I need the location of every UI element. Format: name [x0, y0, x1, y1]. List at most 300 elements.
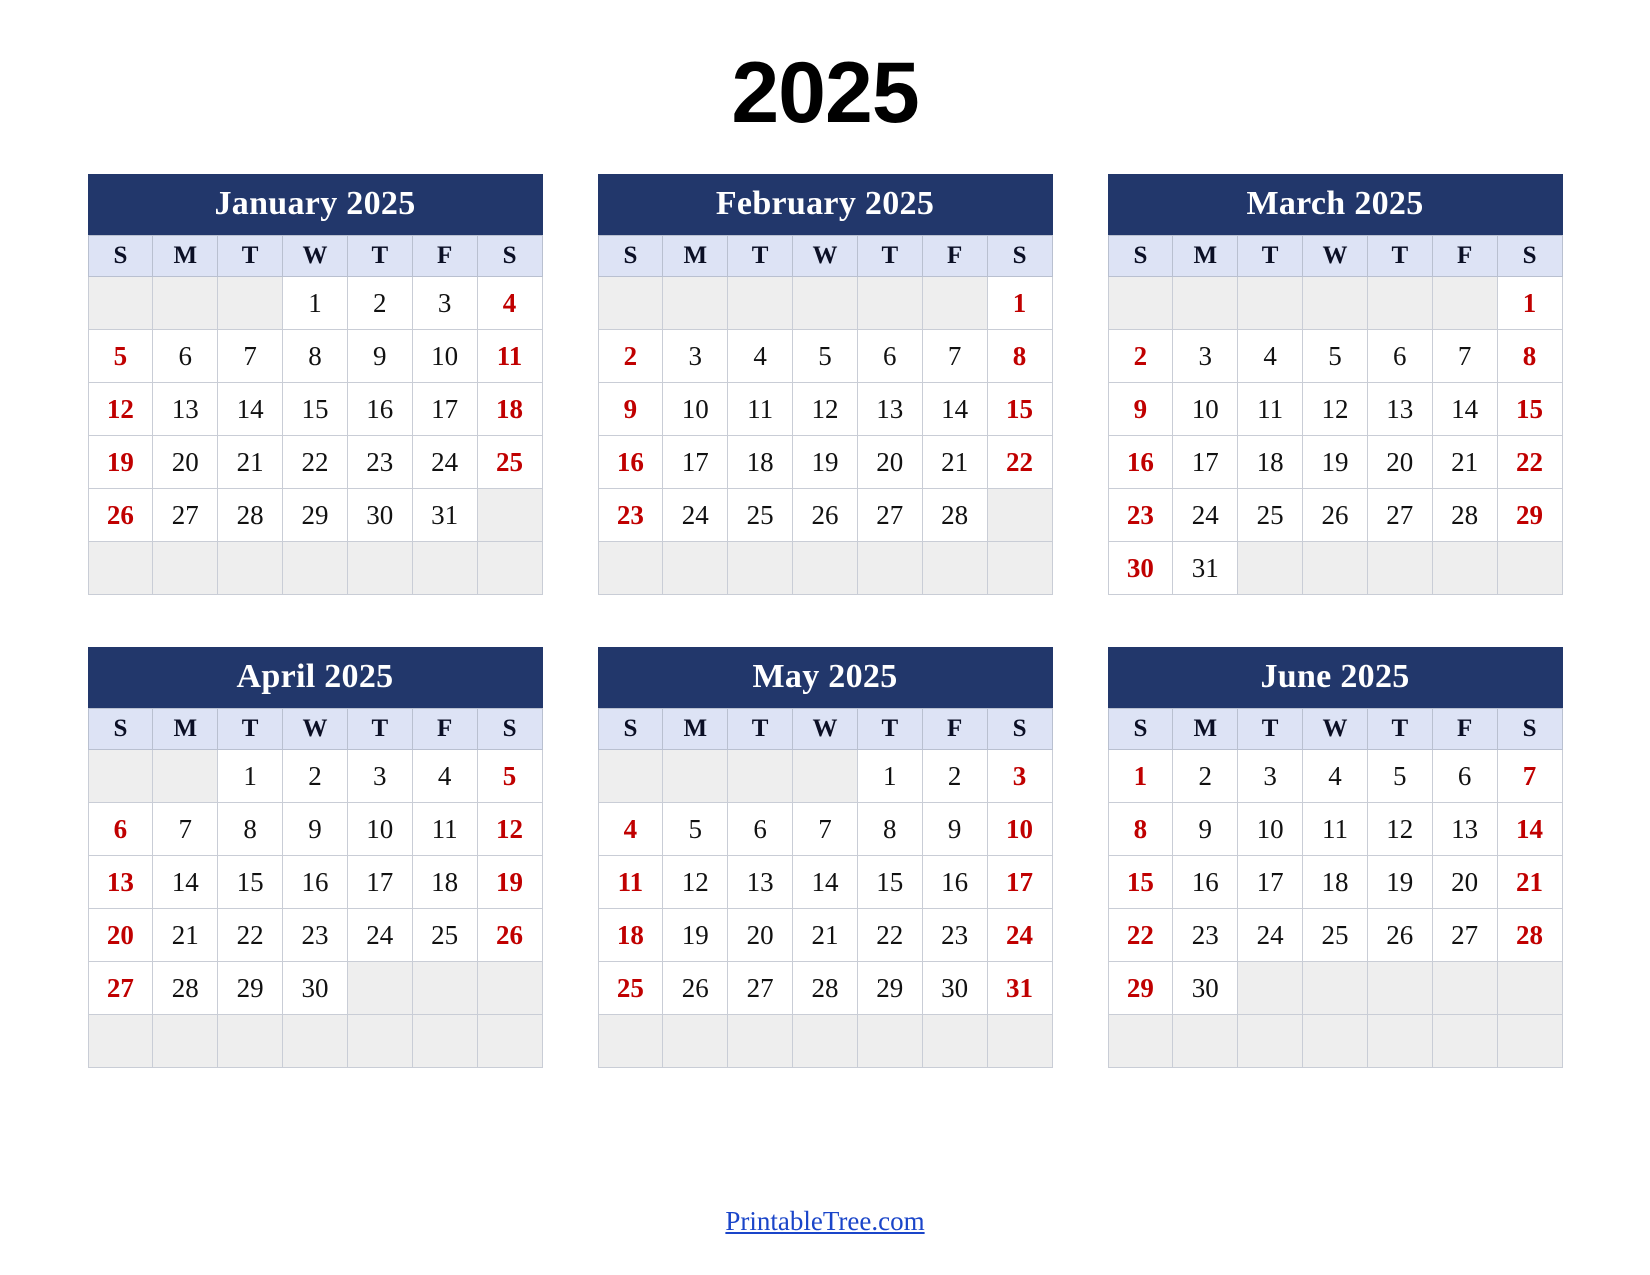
weekday-header: W: [283, 709, 348, 750]
day-cell[interactable]: 11: [412, 803, 477, 856]
day-cell-empty: [1432, 962, 1497, 1015]
day-cell[interactable]: 20: [1432, 856, 1497, 909]
month-table: [1108, 708, 1563, 1068]
weekday-header: W: [1303, 236, 1368, 277]
week-row: [598, 962, 1052, 1015]
month-block: [88, 174, 543, 595]
day-cell[interactable]: 13: [88, 856, 153, 909]
day-cell[interactable]: 26: [88, 489, 153, 542]
weekday-header: T: [218, 709, 283, 750]
weekday-header: M: [663, 709, 728, 750]
day-cell[interactable]: 6: [728, 803, 793, 856]
day-cell-empty: [663, 750, 728, 803]
day-cell[interactable]: 28: [218, 489, 283, 542]
day-cell[interactable]: 18: [728, 436, 793, 489]
day-cell-empty: [88, 750, 153, 803]
day-cell[interactable]: 21: [1497, 856, 1562, 909]
day-cell[interactable]: 23: [347, 436, 412, 489]
day-cell[interactable]: 2: [1108, 330, 1173, 383]
weekday-header: M: [153, 236, 218, 277]
day-cell[interactable]: 11: [598, 856, 663, 909]
day-cell[interactable]: 25: [412, 909, 477, 962]
day-cell[interactable]: 14: [793, 856, 858, 909]
day-cell[interactable]: 15: [987, 383, 1052, 436]
day-cell[interactable]: 24: [1238, 909, 1303, 962]
weekday-header: S: [1497, 236, 1562, 277]
day-cell[interactable]: 3: [663, 330, 728, 383]
day-cell[interactable]: 21: [1432, 436, 1497, 489]
day-cell-empty: [1367, 1015, 1432, 1068]
day-cell-empty: [793, 542, 858, 595]
day-cell[interactable]: 11: [728, 383, 793, 436]
day-cell[interactable]: 25: [1303, 909, 1368, 962]
day-cell[interactable]: 4: [1238, 330, 1303, 383]
day-cell[interactable]: 4: [412, 750, 477, 803]
week-row: [1108, 962, 1562, 1015]
month-title: June 2025: [1108, 647, 1563, 708]
day-cell[interactable]: 26: [477, 909, 542, 962]
day-cell[interactable]: 13: [1367, 383, 1432, 436]
month-block: [1108, 647, 1563, 1068]
day-cell[interactable]: 20: [88, 909, 153, 962]
day-cell-empty: [1367, 277, 1432, 330]
day-cell[interactable]: 14: [922, 383, 987, 436]
day-cell[interactable]: 9: [1173, 803, 1238, 856]
day-cell[interactable]: 5: [88, 330, 153, 383]
day-cell-empty: [477, 542, 542, 595]
weekday-header-row: [1108, 709, 1562, 750]
day-cell[interactable]: 12: [793, 383, 858, 436]
weekday-header: S: [1108, 709, 1173, 750]
day-cell[interactable]: 1: [218, 750, 283, 803]
footer: [0, 1206, 1650, 1237]
day-cell-empty: [283, 542, 348, 595]
month-table: [88, 708, 543, 1068]
day-cell[interactable]: 10: [1173, 383, 1238, 436]
day-cell-empty: [153, 277, 218, 330]
day-cell-empty: [88, 542, 153, 595]
day-cell[interactable]: 11: [1303, 803, 1368, 856]
day-cell-empty: [412, 1015, 477, 1068]
day-cell-empty: [663, 542, 728, 595]
day-cell-empty: [412, 542, 477, 595]
day-cell-empty: [1432, 542, 1497, 595]
weekday-header: S: [477, 236, 542, 277]
day-cell[interactable]: 22: [857, 909, 922, 962]
day-cell[interactable]: 8: [987, 330, 1052, 383]
week-row: [88, 542, 542, 595]
day-cell-empty: [987, 489, 1052, 542]
day-cell[interactable]: 7: [793, 803, 858, 856]
day-cell[interactable]: 21: [153, 909, 218, 962]
day-cell[interactable]: 19: [663, 909, 728, 962]
day-cell-empty: [663, 1015, 728, 1068]
day-cell[interactable]: 10: [663, 383, 728, 436]
day-cell-empty: [987, 1015, 1052, 1068]
day-cell[interactable]: 10: [347, 803, 412, 856]
page-title: 2025: [731, 45, 919, 141]
weekday-header: T: [1238, 236, 1303, 277]
day-cell[interactable]: 22: [283, 436, 348, 489]
day-cell-empty: [598, 1015, 663, 1068]
weekday-header: F: [922, 236, 987, 277]
day-cell[interactable]: 21: [218, 436, 283, 489]
day-cell[interactable]: 17: [412, 383, 477, 436]
day-cell[interactable]: 30: [283, 962, 348, 1015]
day-cell-empty: [1432, 277, 1497, 330]
day-cell[interactable]: 16: [922, 856, 987, 909]
day-cell[interactable]: 13: [153, 383, 218, 436]
weekday-header: F: [1432, 709, 1497, 750]
day-cell[interactable]: 14: [153, 856, 218, 909]
day-cell[interactable]: 24: [663, 489, 728, 542]
day-cell-empty: [663, 277, 728, 330]
day-cell[interactable]: 17: [663, 436, 728, 489]
weekday-header: T: [857, 236, 922, 277]
day-cell[interactable]: 22: [1497, 436, 1562, 489]
day-cell[interactable]: 12: [88, 383, 153, 436]
day-cell[interactable]: 30: [922, 962, 987, 1015]
day-cell[interactable]: 2: [598, 330, 663, 383]
day-cell[interactable]: 15: [1108, 856, 1173, 909]
week-row: [598, 750, 1052, 803]
day-cell[interactable]: 12: [663, 856, 728, 909]
day-cell[interactable]: 27: [857, 489, 922, 542]
weekday-header: S: [88, 709, 153, 750]
day-cell[interactable]: 1: [1108, 750, 1173, 803]
day-cell[interactable]: 16: [1173, 856, 1238, 909]
weekday-header-row: [88, 709, 542, 750]
day-cell[interactable]: 9: [598, 383, 663, 436]
day-cell[interactable]: 27: [88, 962, 153, 1015]
day-cell[interactable]: 14: [1497, 803, 1562, 856]
day-cell[interactable]: 27: [153, 489, 218, 542]
weekday-header-row: [88, 236, 542, 277]
day-cell[interactable]: 27: [728, 962, 793, 1015]
day-cell[interactable]: 8: [1108, 803, 1173, 856]
day-cell-empty: [283, 1015, 348, 1068]
day-cell[interactable]: 2: [1173, 750, 1238, 803]
week-row: [598, 277, 1052, 330]
day-cell-empty: [1238, 1015, 1303, 1068]
day-cell[interactable]: 16: [283, 856, 348, 909]
day-cell[interactable]: 7: [218, 330, 283, 383]
day-cell[interactable]: 22: [1108, 909, 1173, 962]
day-cell[interactable]: 8: [283, 330, 348, 383]
day-cell-empty: [1303, 542, 1368, 595]
day-cell[interactable]: 3: [412, 277, 477, 330]
day-cell[interactable]: 4: [598, 803, 663, 856]
day-cell[interactable]: 17: [1173, 436, 1238, 489]
day-cell[interactable]: 5: [663, 803, 728, 856]
weekday-header: T: [857, 709, 922, 750]
day-cell-empty: [598, 277, 663, 330]
day-cell[interactable]: 19: [1303, 436, 1368, 489]
day-cell[interactable]: 19: [793, 436, 858, 489]
day-cell-empty: [922, 1015, 987, 1068]
weekday-header: S: [987, 236, 1052, 277]
day-cell[interactable]: 6: [88, 803, 153, 856]
day-cell-empty: [1367, 962, 1432, 1015]
weekday-header: T: [218, 236, 283, 277]
day-cell-empty: [793, 1015, 858, 1068]
day-cell[interactable]: 26: [1303, 489, 1368, 542]
day-cell-empty: [218, 277, 283, 330]
day-cell[interactable]: 31: [412, 489, 477, 542]
weekday-header: W: [283, 236, 348, 277]
day-cell[interactable]: 10: [412, 330, 477, 383]
day-cell-empty: [153, 542, 218, 595]
day-cell[interactable]: 1: [987, 277, 1052, 330]
day-cell-empty: [88, 277, 153, 330]
week-row: [598, 436, 1052, 489]
day-cell[interactable]: 15: [283, 383, 348, 436]
day-cell-empty: [1497, 1015, 1562, 1068]
day-cell[interactable]: 29: [218, 962, 283, 1015]
week-row: [1108, 277, 1562, 330]
day-cell[interactable]: 26: [793, 489, 858, 542]
day-cell[interactable]: 12: [1367, 803, 1432, 856]
weekday-header: T: [1238, 709, 1303, 750]
day-cell[interactable]: 18: [412, 856, 477, 909]
day-cell-empty: [1303, 1015, 1368, 1068]
printabletree-link[interactable]: PrintableTree.com: [725, 1206, 925, 1236]
day-cell[interactable]: 3: [347, 750, 412, 803]
week-row: [1108, 856, 1562, 909]
day-cell-empty: [793, 277, 858, 330]
day-cell[interactable]: 24: [412, 436, 477, 489]
month-block: [598, 174, 1053, 595]
day-cell[interactable]: 6: [1432, 750, 1497, 803]
day-cell[interactable]: 2: [347, 277, 412, 330]
day-cell[interactable]: 28: [1497, 909, 1562, 962]
day-cell[interactable]: 23: [922, 909, 987, 962]
weekday-header: S: [1497, 709, 1562, 750]
day-cell[interactable]: 7: [1432, 330, 1497, 383]
weekday-header: F: [412, 236, 477, 277]
day-cell[interactable]: 15: [857, 856, 922, 909]
day-cell[interactable]: 18: [477, 383, 542, 436]
weekday-header: M: [153, 709, 218, 750]
week-row: [88, 856, 542, 909]
day-cell[interactable]: 27: [1432, 909, 1497, 962]
month-title: April 2025: [88, 647, 543, 708]
day-cell[interactable]: 29: [1497, 489, 1562, 542]
week-row: [88, 489, 542, 542]
month-table: [88, 235, 543, 595]
day-cell[interactable]: 24: [1173, 489, 1238, 542]
day-cell[interactable]: 19: [88, 436, 153, 489]
day-cell[interactable]: 22: [987, 436, 1052, 489]
day-cell[interactable]: 30: [1108, 542, 1173, 595]
week-row: [598, 856, 1052, 909]
day-cell[interactable]: 16: [347, 383, 412, 436]
day-cell-empty: [857, 277, 922, 330]
day-cell[interactable]: 18: [1303, 856, 1368, 909]
day-cell[interactable]: 9: [1108, 383, 1173, 436]
day-cell-empty: [412, 962, 477, 1015]
day-cell-empty: [922, 542, 987, 595]
weekday-header: M: [1173, 236, 1238, 277]
day-cell[interactable]: 31: [1173, 542, 1238, 595]
day-cell[interactable]: 29: [1108, 962, 1173, 1015]
day-cell-empty: [1432, 1015, 1497, 1068]
day-cell-empty: [1108, 277, 1173, 330]
day-cell[interactable]: 7: [1497, 750, 1562, 803]
day-cell[interactable]: 9: [283, 803, 348, 856]
day-cell[interactable]: 6: [153, 330, 218, 383]
day-cell[interactable]: 16: [1108, 436, 1173, 489]
month-block: [88, 647, 543, 1068]
day-cell[interactable]: 14: [218, 383, 283, 436]
day-cell[interactable]: 5: [793, 330, 858, 383]
day-cell[interactable]: 4: [1303, 750, 1368, 803]
week-row: [1108, 330, 1562, 383]
week-row: [598, 909, 1052, 962]
day-cell[interactable]: 28: [153, 962, 218, 1015]
day-cell[interactable]: 2: [922, 750, 987, 803]
day-cell-empty: [1173, 1015, 1238, 1068]
month-title: February 2025: [598, 174, 1053, 235]
day-cell[interactable]: 28: [922, 489, 987, 542]
day-cell[interactable]: 5: [1303, 330, 1368, 383]
day-cell[interactable]: 29: [283, 489, 348, 542]
day-cell-empty: [598, 542, 663, 595]
day-cell[interactable]: 25: [728, 489, 793, 542]
day-cell[interactable]: 11: [1238, 383, 1303, 436]
day-cell[interactable]: 30: [347, 489, 412, 542]
day-cell[interactable]: 17: [1238, 856, 1303, 909]
day-cell[interactable]: 1: [1497, 277, 1562, 330]
day-cell-empty: [728, 1015, 793, 1068]
day-cell[interactable]: 15: [1497, 383, 1562, 436]
day-cell-empty: [153, 750, 218, 803]
month-block: [598, 647, 1053, 1068]
weekday-header: T: [728, 236, 793, 277]
day-cell[interactable]: 8: [857, 803, 922, 856]
day-cell[interactable]: 4: [477, 277, 542, 330]
day-cell-empty: [987, 542, 1052, 595]
day-cell[interactable]: 8: [1497, 330, 1562, 383]
day-cell[interactable]: 1: [857, 750, 922, 803]
day-cell[interactable]: 23: [598, 489, 663, 542]
day-cell[interactable]: 21: [922, 436, 987, 489]
weekday-header-row: [598, 236, 1052, 277]
day-cell[interactable]: 13: [857, 383, 922, 436]
day-cell[interactable]: 24: [347, 909, 412, 962]
week-row: [1108, 436, 1562, 489]
month-table: [598, 708, 1053, 1068]
day-cell[interactable]: 28: [1432, 489, 1497, 542]
day-cell[interactable]: 11: [477, 330, 542, 383]
week-row: [88, 436, 542, 489]
day-cell[interactable]: 21: [793, 909, 858, 962]
week-row: [88, 330, 542, 383]
day-cell[interactable]: 3: [1238, 750, 1303, 803]
day-cell[interactable]: 24: [987, 909, 1052, 962]
week-row: [88, 750, 542, 803]
day-cell[interactable]: 3: [1173, 330, 1238, 383]
day-cell[interactable]: 20: [857, 436, 922, 489]
day-cell[interactable]: 16: [598, 436, 663, 489]
week-row: [88, 803, 542, 856]
day-cell[interactable]: 8: [218, 803, 283, 856]
day-cell[interactable]: 5: [1367, 750, 1432, 803]
day-cell[interactable]: 13: [728, 856, 793, 909]
day-cell-empty: [1367, 542, 1432, 595]
day-cell[interactable]: 31: [987, 962, 1052, 1015]
weekday-header: M: [1173, 709, 1238, 750]
day-cell-empty: [1238, 542, 1303, 595]
day-cell[interactable]: 17: [347, 856, 412, 909]
day-cell[interactable]: 20: [1367, 436, 1432, 489]
weekday-header: T: [347, 709, 412, 750]
day-cell[interactable]: 23: [283, 909, 348, 962]
day-cell[interactable]: 3: [987, 750, 1052, 803]
day-cell[interactable]: 19: [477, 856, 542, 909]
day-cell[interactable]: 15: [218, 856, 283, 909]
day-cell[interactable]: 19: [1367, 856, 1432, 909]
day-cell-empty: [477, 1015, 542, 1068]
weekday-header: S: [598, 709, 663, 750]
day-cell[interactable]: 5: [477, 750, 542, 803]
day-cell[interactable]: 22: [218, 909, 283, 962]
day-cell[interactable]: 18: [1238, 436, 1303, 489]
day-cell[interactable]: 17: [987, 856, 1052, 909]
day-cell[interactable]: 6: [857, 330, 922, 383]
day-cell[interactable]: 14: [1432, 383, 1497, 436]
day-cell[interactable]: 26: [663, 962, 728, 1015]
day-cell[interactable]: 29: [857, 962, 922, 1015]
day-cell[interactable]: 23: [1173, 909, 1238, 962]
day-cell[interactable]: 6: [1367, 330, 1432, 383]
day-cell[interactable]: 9: [347, 330, 412, 383]
day-cell-empty: [218, 542, 283, 595]
day-cell[interactable]: 28: [793, 962, 858, 1015]
day-cell[interactable]: 4: [728, 330, 793, 383]
day-cell[interactable]: 1: [283, 277, 348, 330]
day-cell[interactable]: 20: [728, 909, 793, 962]
day-cell[interactable]: 2: [283, 750, 348, 803]
day-cell-empty: [477, 962, 542, 1015]
day-cell[interactable]: 7: [153, 803, 218, 856]
months-grid: [0, 174, 1650, 1068]
day-cell-empty: [857, 1015, 922, 1068]
day-cell[interactable]: 12: [477, 803, 542, 856]
day-cell[interactable]: 18: [598, 909, 663, 962]
day-cell[interactable]: 25: [1238, 489, 1303, 542]
weekday-header: F: [922, 709, 987, 750]
day-cell[interactable]: 12: [1303, 383, 1368, 436]
weekday-header: S: [598, 236, 663, 277]
day-cell[interactable]: 20: [153, 436, 218, 489]
day-cell[interactable]: 10: [1238, 803, 1303, 856]
day-cell[interactable]: 25: [598, 962, 663, 1015]
month-block: [1108, 174, 1563, 595]
month-table: [1108, 235, 1563, 595]
day-cell[interactable]: 7: [922, 330, 987, 383]
month-title: January 2025: [88, 174, 543, 235]
day-cell-empty: [88, 1015, 153, 1068]
day-cell[interactable]: 27: [1367, 489, 1432, 542]
day-cell[interactable]: 10: [987, 803, 1052, 856]
day-cell[interactable]: 13: [1432, 803, 1497, 856]
day-cell[interactable]: 26: [1367, 909, 1432, 962]
day-cell[interactable]: 30: [1173, 962, 1238, 1015]
day-cell[interactable]: 9: [922, 803, 987, 856]
day-cell[interactable]: 25: [477, 436, 542, 489]
day-cell[interactable]: 23: [1108, 489, 1173, 542]
